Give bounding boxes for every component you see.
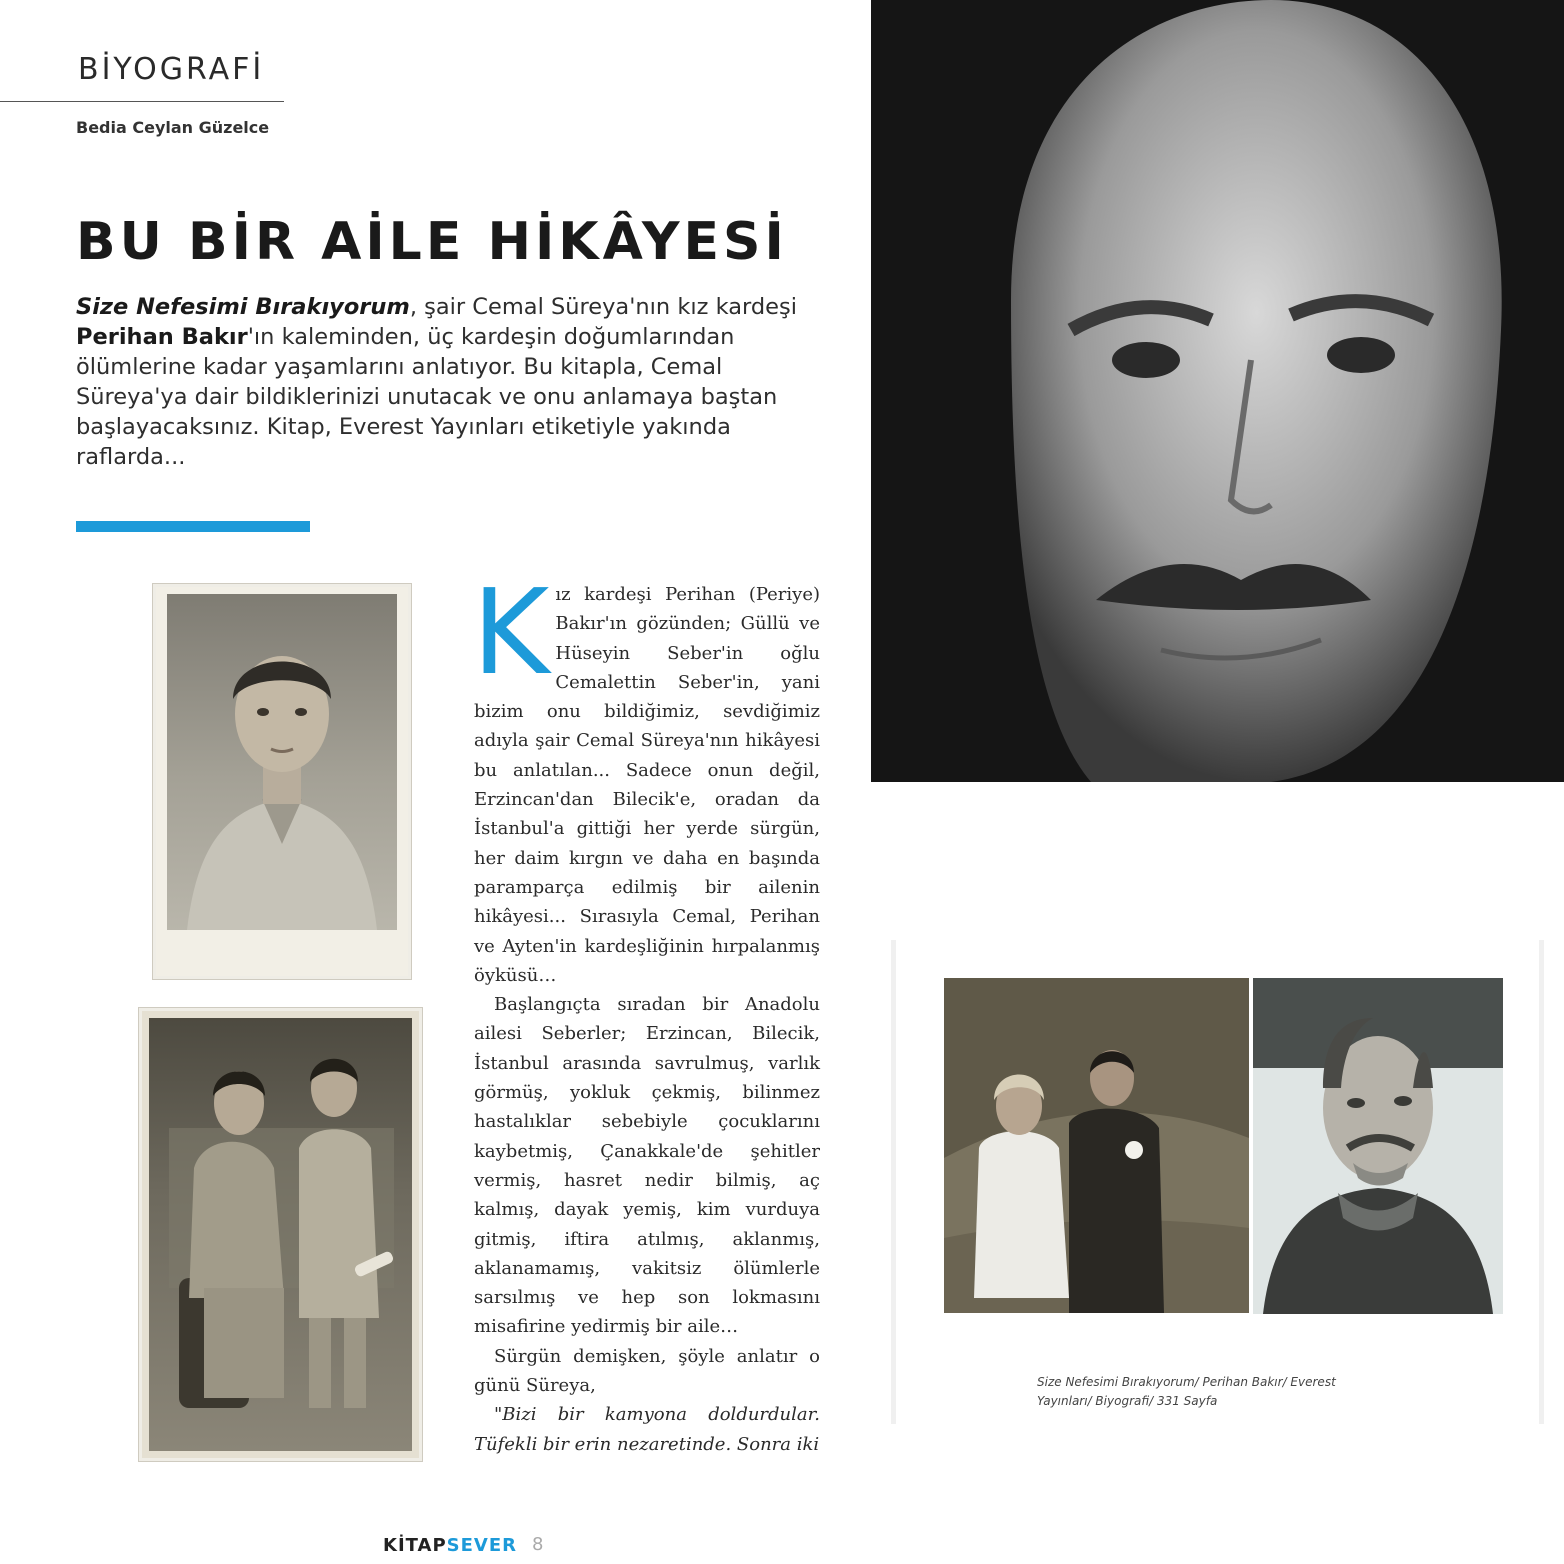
photo-portrait-cemal-sureya: [871, 0, 1564, 782]
section-label: BİYOGRAFİ: [78, 52, 265, 87]
article-paragraph-1: ız kardeşi Perihan (Periye) Bakır'ın gözünden; Güllü ve Hüseyin Seber'in oğlu Cemalettin Seber'in, yani bizim onu bildiğimiz, sevdiğimiz adıyla şair Cemal Süreya'nın hikâyesi bu anlatılan... Sadece onun değil, Erzincan'dan Bilecik'e, oradan da İstanbul'a gittiği her yerde sürgün, her daim kırgın ve daha en başında paramparça edilmiş bir ailenin hikâyesi... Sırasıyla Cemal, Perihan ve Ayten'in kardeşliğinin hırpalanmış öyküsü…: [474, 584, 820, 986]
article-quote: "Bizi bir kamyona doldurdular. Tüfekli bir erin nezaretinde. Sonra iki: [474, 1404, 820, 1455]
article-headline: BU BİR AİLE HİKÂYESİ: [76, 212, 788, 272]
lead-book-title: Size Nefesimi Bırakıyorum: [76, 294, 410, 320]
boy-figure-illustration: [167, 594, 397, 930]
book-caption: Size Nefesimi Bırakıyorum/ Perihan Bakır/ Everest Yayınları/ Biyografi/ 331 Sayfa: [1037, 1375, 1336, 1408]
brothers-figure-illustration: [149, 1018, 412, 1451]
photo-brothers: [138, 1007, 423, 1462]
portrait-illustration: [871, 0, 1564, 782]
panel-border-left: [891, 940, 896, 1424]
article-body: [472, 563, 820, 1459]
older-portrait-illustration: [1253, 978, 1503, 1314]
footer-brand-sever: SEVER: [446, 1535, 518, 1556]
lead-paragraph: [76, 292, 836, 472]
couple-illustration: [944, 978, 1249, 1313]
article-paragraph-3: Sürgün demişken, şöyle anlatır o günü Süreya,: [474, 1345, 820, 1397]
footer-brand-logo: [383, 1535, 517, 1556]
footer-brand-kitap: KİTAP: [383, 1535, 447, 1556]
author-name: Bedia Ceylan Güzelce: [76, 118, 270, 137]
drop-cap: K: [472, 563, 550, 701]
accent-bar: [76, 521, 310, 532]
lead-text-1: , şair Cemal Süreya'nın kız kardeşi: [409, 294, 797, 320]
photo-older-portrait: [1253, 978, 1503, 1314]
panel-border-right: [1539, 940, 1544, 1424]
lead-text-2: 'ın kaleminden, üç kardeşin doğumlarından ölümlerine kadar yaşamlarını anlatıyor. Bu kitapla, Cemal Süreya'ya dair bildiklerinizi unutacak ve onu anlamaya baştan başlayacaksınız. Kitap, Everest Yayınları etiketiyle yakında raflarda...: [76, 324, 778, 470]
header-divider: [0, 101, 284, 102]
page-number: 8: [532, 1534, 544, 1555]
photo-couple: [944, 978, 1249, 1313]
lead-person: Perihan Bakır: [76, 324, 248, 350]
article-paragraph-2: Başlangıçta sıradan bir Anadolu ailesi Seberler; Erzincan, Bilecik, İstanbul arasında savrulmuş, varlık görmüş, yokluk çekmiş, bilinmez hastalıklar sebebiyle çocuklarını kaybetmiş, Çanakkale'de şehitler vermiş, hasret nedir bilmiş, aç kalmış, dayak yemiş, kim vurduya gitmiş, iftira atılmış, aklanmış, aklanamamış, vakitsiz ölümlerle sarsılmış ve hep son lokmasını misafirine yedirmiş bir aile…: [474, 994, 820, 1338]
photo-boy-portrait: [152, 583, 412, 980]
